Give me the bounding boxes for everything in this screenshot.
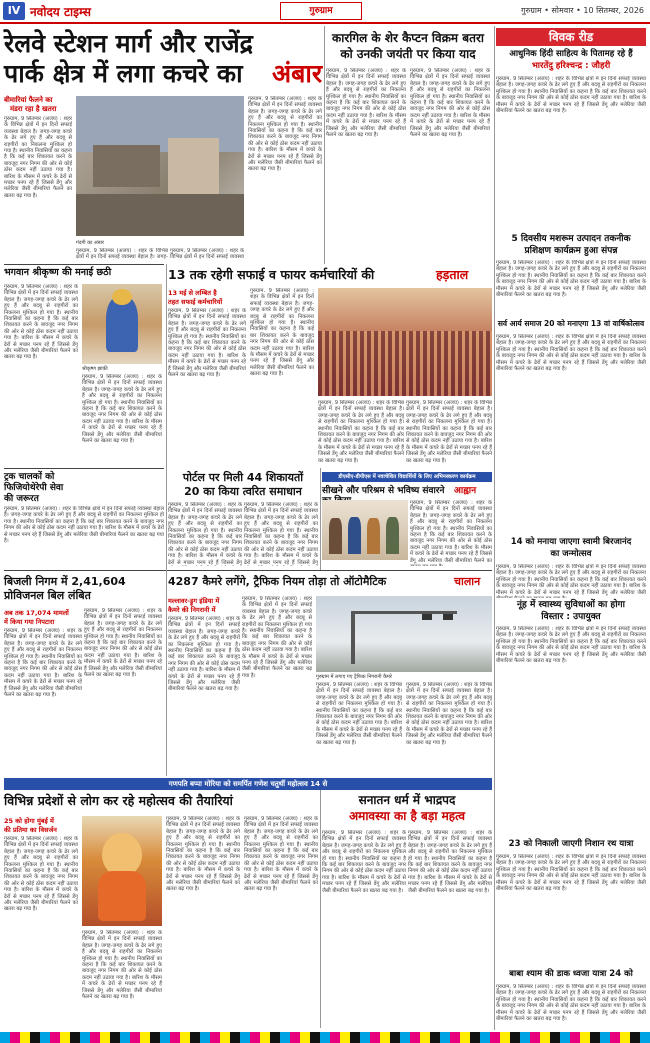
kargil-body-col1: गुरुग्राम, 9 सितम्बर (अजय) : शहर के विभिन्न क्षेत्रों में इन दिनों सफाई व्यवस्था बेहाल है। जगह-जगह कचरे के ढेर लगे हुए हैं और बदबू से राहगीरों का निकलना मुश्किल हो गया है। स्थानीय निवासियों का कहना है कि कई बार शिकायत करने के बावजूद नगर निगम की ओर से कोई ठोस कदम नहीं उठाया गया है। बारिश के मौसम में कचरे के ढेरों से मच्छर पनप रहे हैं जिससे डेंगू और मलेरिया जैसी बीमारियां फैलने का खतरा बढ़ गया है। [326, 68, 406, 139]
kargil-body-col2: गुरुग्राम, 9 सितम्बर (अजय) : शहर के विभिन्न क्षेत्रों में इन दिनों सफाई व्यवस्था बेहाल है। जगह-जगह कचरे के ढेर लगे हुए हैं और बदबू से राहगीरों का निकलना मुश्किल हो गया है। स्थानीय निवासियों का कहना है कि कई बार शिकायत करने के बावजूद नगर निगम की ओर से कोई ठोस कदम नहीं उठाया गया है। बारिश के मौसम में कचरे के ढेरों से मच्छर पनप रहे हैं जिससे डेंगू और मलेरिया जैसी बीमारियां फैलने का खतरा बढ़ गया है। [410, 68, 490, 139]
health-body: गुरुग्राम, 9 सितम्बर (अजय) : शहर के विभिन्न क्षेत्रों में इन दिनों सफाई व्यवस्था बेहाल है। जगह-जगह कचरे के ढेर लगे हुए हैं और बदबू से राहगीरों का निकलना मुश्किल हो गया है। स्थानीय निवासियों का कहना है कि कई बार शिकायत करने के बावजूद नगर निगम की ओर से कोई ठोस कदम नहीं उठाया गया है। बारिश के मौसम में कचरे के ढेरों से मच्छर पनप रहे हैं जिससे डेंगू और मलेरिया जैसी बीमारियां फैलने का खतरा बढ़ गया है। [496, 626, 646, 665]
vivek-tag: विवक रीड [496, 28, 646, 46]
kargil-headline: कारगिल के शेर कैप्टन विक्रम बतरा [332, 31, 484, 45]
hadtal-body-col4: गुरुग्राम, 9 सितम्बर (अजय) : शहर के विभिन्न क्षेत्रों में इन दिनों सफाई व्यवस्था बेहाल है। जगह-जगह कचरे के ढेर लगे हुए हैं और बदबू से राहगीरों का निकलना मुश्किल हो गया है। स्थानीय निवासियों का कहना है कि कई बार शिकायत करने के बावजूद नगर निगम की ओर से कोई ठोस कदम नहीं उठाया गया है। बारिश के मौसम में कचरे के ढेरों से मच्छर पनप रहे हैं जिससे डेंगू और मलेरिया जैसी बीमारियां फैलने का खतरा बढ़ गया है। [406, 400, 492, 464]
vivek-headline-2: भारतेंदु हरिश्चन्द्र : जौहरी [531, 61, 611, 71]
krishna-headline: भगवान श्रीकृष्ण की मनाई छठी [4, 267, 112, 278]
lead-bullet-2: मंडरा रहा है खतरा [10, 105, 57, 113]
ganpati-headline: विभिन्न प्रदेशों से लोग कर रहे महोत्सव की तैयारियां [4, 793, 233, 808]
health-headline: नूंह में स्वास्थ्य सुविधाओं का होगा [517, 600, 625, 610]
baba-body: गुरुग्राम, 9 सितम्बर (अजय) : शहर के विभिन्न क्षेत्रों में इन दिनों सफाई व्यवस्था बेहाल है। जगह-जगह कचरे के ढेर लगे हुए हैं और बदबू से राहगीरों का निकलना मुश्किल हो गया है। स्थानीय निवासियों का कहना है कि कई बार शिकायत करने के बावजूद नगर निगम की ओर से कोई ठोस कदम नहीं उठाया गया है। बारिश के मौसम में कचरे के ढेरों से मच्छर पनप रहे हैं जिससे डेंगू और मलेरिया जैसी बीमारियां फैलने का खतरा बढ़ गया है। [496, 984, 646, 1023]
dhsh-banner: डीएसीए-डीपीएस में नवाचेशित विद्यार्थियों के लिए अभिनस्करण कार्यक्रम [322, 472, 492, 482]
bijli-body-col1: गुरुग्राम, 9 सितम्बर (अजय) : शहर के विभिन्न क्षेत्रों में इन दिनों सफाई व्यवस्था बेहाल है। जगह-जगह कचरे के ढेर लगे हुए हैं और बदबू से राहगीरों का निकलना मुश्किल हो गया है। स्थानीय निवासियों का कहना है कि कई बार शिकायत करने के बावजूद नगर निगम की ओर से कोई ठोस कदम नहीं उठाया गया है। बारिश के मौसम में कचरे के ढेरों से मच्छर पनप रहे हैं जिससे डेंगू और मलेरिया जैसी बीमारियां फैलने का खतरा बढ़ गया है। [4, 628, 82, 699]
birth14-body: गुरुग्राम, 9 सितम्बर (अजय) : शहर के विभिन्न क्षेत्रों में इन दिनों सफाई व्यवस्था बेहाल है। जगह-जगह कचरे के ढेर लगे हुए हैं और बदबू से राहगीरों का निकलना मुश्किल हो गया है। स्थानीय निवासियों का कहना है कि कई बार शिकायत करने के बावजूद नगर निगम की ओर से कोई ठोस कदम नहीं उठाया गया है। बारिश के मौसम में कचरे के ढेरों से मच्छर पनप रहे हैं जिससे डेंगू और मलेरिया जैसी [496, 564, 646, 596]
portal-headline-2: 20 का किया त्वरित समाधान [184, 485, 302, 498]
ganpati-sub: 25 को होगा मुंबई में [4, 817, 54, 825]
krishna-photo-caption: श्रीकृष्ण झांकी [82, 366, 108, 372]
baba-headline: बाबा श्याम की डाक ध्वजा यात्रा 24 को [509, 969, 633, 979]
truck-headline-3: की जरूरत [4, 494, 39, 504]
lead-body-col1: गुरुग्राम, 9 सितम्बर (अजय) : शहर के विभिन्न क्षेत्रों में इन दिनों सफाई व्यवस्था बेहाल है। जगह-जगह कचरे के ढेर लगे हुए हैं और बदबू से राहगीरों का निकलना मुश्किल हो गया है। स्थानीय निवासियों का कहना है कि कई बार शिकायत करने के बावजूद नगर निगम की ओर से कोई ठोस कदम नहीं उठाया गया है। बारिश के मौसम में कचरे के ढेरों से मच्छर पनप रहे हैं जिससे डेंगू और मलेरिया जैसी बीमारियां फैलने का खतरा बढ़ गया है। [4, 116, 72, 199]
bijli-sub: अब तक 17,074 मामलों [4, 609, 69, 617]
ganpati-body-col1: गुरुग्राम, 9 सितम्बर (अजय) : शहर के विभिन्न क्षेत्रों में इन दिनों सफाई व्यवस्था बेहाल है। जगह-जगह कचरे के ढेर लगे हुए हैं और बदबू से राहगीरों का निकलना मुश्किल हो गया है। स्थानीय निवासियों का कहना है कि कई बार शिकायत करने के बावजूद नगर निगम की ओर से कोई ठोस कदम नहीं उठाया गया है। बारिश के मौसम में कचरे के ढेरों से मच्छर पनप रहे हैं जिससे डेंगू और मलेरिया जैसी बीमारियां फैलने का खतरा बढ़ गया है। [4, 836, 78, 913]
hadtal-body-col3: गुरुग्राम, 9 सितम्बर (अजय) : शहर के विभिन्न क्षेत्रों में इन दिनों सफाई व्यवस्था बेहाल है। जगह-जगह कचरे के ढेर लगे हुए हैं और बदबू से राहगीरों का निकलना मुश्किल हो गया है। स्थानीय निवासियों का कहना है कि कई बार शिकायत करने के बावजूद नगर निगम की ओर से कोई ठोस कदम नहीं उठाया गया है। बारिश के मौसम में कचरे के ढेरों से मच्छर पनप रहे हैं जिससे डेंगू और मलेरिया जैसी बीमारियां फैलने का खतरा बढ़ गया है। [318, 400, 404, 464]
camera-body-col4: गुरुग्राम, 9 सितम्बर (अजय) : शहर के विभिन्न क्षेत्रों में इन दिनों सफाई व्यवस्था बेहाल है। जगह-जगह कचरे के ढेर लगे हुए हैं और बदबू से राहगीरों का निकलना मुश्किल हो गया है। स्थानीय निवासियों का कहना है कि कई बार शिकायत करने के बावजूद नगर निगम की ओर से कोई ठोस कदम नहीं उठाया गया है। बारिश के मौसम में कचरे के ढेरों से मच्छर पनप रहे हैं जिससे डेंगू और मलेरिया जैसी बीमारियां फैलने का खतरा बढ़ गया है। [406, 682, 492, 746]
sanatan-headline: सनातन धर्म में भाद्रपद [358, 793, 456, 807]
hadtal-photo [318, 288, 492, 396]
vivek-body: गुरुग्राम, 9 सितम्बर (अजय) : शहर के विभिन्न क्षेत्रों में इन दिनों सफाई व्यवस्था बेहाल है। जगह-जगह कचरे के ढेर लगे हुए हैं और बदबू से राहगीरों का निकलना मुश्किल हो गया है। स्थानीय निवासियों का कहना है कि कई बार शिकायत करने के बावजूद नगर निगम की ओर से कोई ठोस कदम नहीं उठाया गया है। बारिश के मौसम में कचरे के ढेरों से मच्छर पनप रहे हैं जिससे डेंगू और मलेरिया जैसी बीमारियां फैलने का खतरा बढ़ गया है। [496, 76, 646, 115]
vivek-headline: आधुनिक हिंदी साहित्य के पितामह रहे हैं [509, 49, 633, 59]
camera-body-col1: गुरुग्राम, 9 सितम्बर (अजय) : शहर के विभिन्न क्षेत्रों में इन दिनों सफाई व्यवस्था बेहाल है। जगह-जगह कचरे के ढेर लगे हुए हैं और बदबू से राहगीरों का निकलना मुश्किल हो गया है। स्थानीय निवासियों का कहना है कि कई बार शिकायत करने के बावजूद नगर निगम की ओर से कोई ठोस कदम नहीं उठाया गया है। बारिश के मौसम में कचरे के ढेरों से मच्छर पनप रहे हैं जिससे डेंगू और मलेरिया जैसी बीमारियां फैलने का खतरा बढ़ गया है। [168, 616, 240, 693]
sanatan-headline-2: अमावस्या का है बड़ा महत्व [348, 809, 466, 823]
camera-headline: 4287 कैमरे लगेंगे, ट्रैफिक नियम तोड़ा तो ऑटोमैटिक [168, 575, 387, 588]
krishna-body-col1: गुरुग्राम, 9 सितम्बर (अजय) : शहर के विभिन्न क्षेत्रों में इन दिनों सफाई व्यवस्था बेहाल है। जगह-जगह कचरे के ढेर लगे हुए हैं और बदबू से राहगीरों का निकलना मुश्किल हो गया है। स्थानीय निवासियों का कहना है कि कई बार शिकायत करने के बावजूद नगर निगम की ओर से कोई ठोस कदम नहीं उठाया गया है। बारिश के मौसम में कचरे के ढेरों से मच्छर पनप रहे हैं जिससे डेंगू और मलेरिया जैसी बीमारियां फैलने का खतरा बढ़ गया है। [4, 284, 78, 361]
masthead-title: नवोदय टाइम्स [30, 5, 92, 19]
hadtal-sub: 13 मई से लम्बित है [168, 289, 217, 297]
ganpati-body-col3: गुरुग्राम, 9 सितम्बर (अजय) : शहर के विभिन्न क्षेत्रों में इन दिनों सफाई व्यवस्था बेहाल है। जगह-जगह कचरे के ढेर लगे हुए हैं और बदबू से राहगीरों का निकलना मुश्किल हो गया है। स्थानीय निवासियों का कहना है कि कई बार शिकायत करने के बावजूद नगर निगम की ओर से कोई ठोस कदम नहीं उठाया गया है। बारिश के मौसम में कचरे के ढेरों से मच्छर पनप रहे हैं जिससे डेंगू और मलेरिया जैसी बीमारियां फैलने का खतरा बढ़ गया है। [166, 816, 240, 893]
lead-headline-highlight: अंबार [272, 59, 323, 88]
divider [4, 264, 164, 265]
birth14-headline: 14 को मनाया जाएगा स्वामी बिरजानंद [510, 537, 632, 547]
camera-body-col3: गुरुग्राम, 9 सितम्बर (अजय) : शहर के विभिन्न क्षेत्रों में इन दिनों सफाई व्यवस्था बेहाल है। जगह-जगह कचरे के ढेर लगे हुए हैं और बदबू से राहगीरों का निकलना मुश्किल हो गया है। स्थानीय निवासियों का कहना है कि कई बार शिकायत करने के बावजूद नगर निगम की ओर से कोई ठोस कदम नहीं उठाया गया है। बारिश के मौसम में कचरे के ढेरों से मच्छर पनप रहे हैं जिससे डेंगू और मलेरिया जैसी बीमारियां फैलने का खतरा बढ़ गया है। [316, 682, 402, 746]
dhsh-headline: सीखने और परिश्रम से भविष्य संवारने [322, 486, 445, 496]
bijli-headline-2: प्रोविजनल बिल लंबित [4, 589, 91, 602]
column-rule [320, 790, 321, 1028]
edition-tag: गुरुग्राम [280, 2, 362, 20]
portal-body-col1: गुरुग्राम, 9 सितम्बर (अजय) : शहर के विभिन्न क्षेत्रों में इन दिनों सफाई व्यवस्था बेहाल है। जगह-जगह कचरे के ढेर लगे हुए हैं और बदबू से राहगीरों का निकलना मुश्किल हो गया है। स्थानीय निवासियों का कहना है कि कई बार शिकायत करने के बावजूद नगर निगम की ओर से कोई ठोस कदम नहीं उठाया गया है। बारिश के मौसम में कचरे के ढेरों से मच्छर पनप रहे हैं जिससे डेंगू [168, 502, 242, 566]
hadtal-body-col2: गुरुग्राम, 9 सितम्बर (अजय) : शहर के विभिन्न क्षेत्रों में इन दिनों सफाई व्यवस्था बेहाल है। जगह-जगह कचरे के ढेर लगे हुए हैं और बदबू से राहगीरों का निकलना मुश्किल हो गया है। स्थानीय निवासियों का कहना है कि कई बार शिकायत करने के बावजूद नगर निगम की ओर से कोई ठोस कदम नहीं उठाया गया है। बारिश के मौसम में कचरे के ढेरों से मच्छर पनप रहे हैं जिससे डेंगू और मलेरिया जैसी बीमारियां फैलने का खतरा बढ़ गया है। [250, 288, 314, 378]
truck-headline: ट्रक चालकों को [4, 472, 55, 482]
krishna-photo [82, 284, 162, 364]
divider [4, 468, 164, 469]
kargil-headline-2: को उनकी जयंती पर किया याद [340, 47, 476, 61]
camera-sub: मल्लावर-ड्रुग इंडिया में [168, 597, 220, 605]
sanatan-body-col2: गुरुग्राम, 9 सितम्बर (अजय) : शहर के विभिन्न क्षेत्रों में इन दिनों सफाई व्यवस्था बेहाल है। जगह-जगह कचरे के ढेर लगे हुए हैं और बदबू से राहगीरों का निकलना मुश्किल हो गया है। स्थानीय निवासियों का कहना है कि कई बार शिकायत करने के बावजूद नगर निगम की ओर से कोई ठोस कदम नहीं उठाया गया है। बारिश के मौसम में कचरे के ढेरों से मच्छर पनप रहे हैं जिससे डेंगू और मलेरिया जैसी बीमारियां फैलने का खतरा बढ़ गया है। [408, 830, 492, 894]
column-rule [166, 570, 167, 776]
bijli-sub-2: में किया गया निपटारा [4, 618, 55, 626]
bijli-headline: बिजली निगम में 2,41,604 [4, 575, 126, 588]
hadtal-sub-2: तहत सफाई कर्मचारियों [168, 298, 223, 306]
camera-body-col2: गुरुग्राम, 9 सितम्बर (अजय) : शहर के विभिन्न क्षेत्रों में इन दिनों सफाई व्यवस्था बेहाल है। जगह-जगह कचरे के ढेर लगे हुए हैं और बदबू से राहगीरों का निकलना मुश्किल हो गया है। स्थानीय निवासियों का कहना है कि कई बार शिकायत करने के बावजूद नगर निगम की ओर से कोई ठोस कदम नहीं उठाया गया है। बारिश के मौसम में कचरे के ढेरों से मच्छर पनप रहे हैं जिससे डेंगू और मलेरिया जैसी बीमारियां फैलने का खतरा बढ़ गया है। [242, 596, 312, 679]
camera-photo-caption: गुरुग्राम में लगाए गए ट्रैफिक निगरानी कैमरे [316, 674, 392, 680]
column-rule [494, 26, 495, 1030]
bijli-body-col2: गुरुग्राम, 9 सितम्बर (अजय) : शहर के विभिन्न क्षेत्रों में इन दिनों सफाई व्यवस्था बेहाल है। जगह-जगह कचरे के ढेर लगे हुए हैं और बदबू से राहगीरों का निकलना मुश्किल हो गया है। स्थानीय निवासियों का कहना है कि कई बार शिकायत करने के बावजूद नगर निगम की ओर से कोई ठोस कदम नहीं उठाया गया है। बारिश के मौसम में कचरे के ढेरों से मच्छर पनप रहे हैं जिससे डेंगू और मलेरिया जैसी बीमारियां फैलने का खतरा बढ़ गया है। [84, 608, 162, 679]
page-number: IV [3, 2, 25, 20]
nishan-headline: 23 को निकाली जाएगी निशान रथ यात्रा [508, 839, 634, 849]
hadtal-headline: 13 तक रहेगी सफाई व फायर कर्मचारियों की [168, 267, 375, 282]
hadtal-headline-highlight: हड़ताल [436, 267, 469, 282]
lead-photo [76, 96, 244, 236]
lead-body-col4: गुरुग्राम, 9 सितम्बर (अजय) : शहर के विभिन्न क्षेत्रों में इन दिनों सफाई व्यवस्था [170, 248, 244, 260]
lead-body-col2: गुरुग्राम, 9 सितम्बर (अजय) : शहर के विभिन्न क्षेत्रों में इन दिनों सफाई व्यवस्था बेहाल है। जगह-जगह कचरे के ढेर लगे हुए हैं और बदबू से राहगीरों का निकलना मुश्किल हो गया है। स्थानीय निवासियों का कहना है कि कई बार शिकायत करने के बावजूद नगर निगम की ओर से कोई ठोस कदम नहीं उठाया गया है। बारिश के मौसम में कचरे के ढेरों से मच्छर पनप रहे हैं जिससे डेंगू और मलेरिया जैसी बीमारियां फैलने का खतरा बढ़ गया है। [248, 96, 322, 173]
sangh-body: गुरुग्राम, 9 सितम्बर (अजय) : शहर के विभिन्न क्षेत्रों में इन दिनों सफाई व्यवस्था बेहाल है। जगह-जगह कचरे के ढेर लगे हुए हैं और बदबू से राहगीरों का निकलना मुश्किल हो गया है। स्थानीय निवासियों का कहना है कि कई बार शिकायत करने के बावजूद नगर निगम की ओर से कोई ठोस कदम नहीं उठाया गया है। बारिश के मौसम में कचरे के ढेरों से मच्छर पनप रहे हैं जिससे डेंगू और मलेरिया जैसी बीमारियां फैलने का खतरा बढ़ गया है। [496, 334, 646, 373]
health-headline-2: विस्तार : उपायुक्त [541, 612, 601, 622]
portal-headline: पोर्टल पर मिली 44 शिकायतों [182, 471, 304, 484]
workshop-body: गुरुग्राम, 9 सितम्बर (अजय) : शहर के विभिन्न क्षेत्रों में इन दिनों सफाई व्यवस्था बेहाल है। जगह-जगह कचरे के ढेर लगे हुए हैं और बदबू से राहगीरों का निकलना मुश्किल हो गया है। स्थानीय निवासियों का कहना है कि कई बार शिकायत करने के बावजूद नगर निगम की ओर से कोई ठोस कदम नहीं उठाया गया है। बारिश के मौसम में कचरे के ढेरों से मच्छर पनप रहे हैं जिससे डेंगू और मलेरिया जैसी बीमारियां फैलने का खतरा बढ़ गया है। [496, 260, 646, 299]
divider [4, 570, 492, 571]
workshop-headline-2: प्रशिक्षण कार्यक्रम हुआ संपन्न [524, 246, 618, 256]
truck-headline-2: फिजियोथेरेपी सेवा [4, 483, 64, 493]
birth14-headline-2: का जन्मोत्सव [550, 549, 592, 559]
print-color-bar [0, 1032, 650, 1043]
dhsh-photo [322, 500, 408, 560]
krishna-body-col2: गुरुग्राम, 9 सितम्बर (अजय) : शहर के विभिन्न क्षेत्रों में इन दिनों सफाई व्यवस्था बेहाल है। जगह-जगह कचरे के ढेर लगे हुए हैं और बदबू से राहगीरों का निकलना मुश्किल हो गया है। स्थानीय निवासियों का कहना है कि कई बार शिकायत करने के बावजूद नगर निगम की ओर से कोई ठोस कदम नहीं उठाया गया है। बारिश के मौसम में कचरे के ढेरों से मच्छर पनप रहे हैं जिससे डेंगू और मलेरिया जैसी बीमारियां फैलने का खतरा बढ़ गया है। [82, 374, 162, 445]
lead-headline-line2: पार्क क्षेत्र में लगा कचरे का [4, 59, 243, 88]
ganpati-body-col2: गुरुग्राम, 9 सितम्बर (अजय) : शहर के विभिन्न क्षेत्रों में इन दिनों सफाई व्यवस्था बेहाल है। जगह-जगह कचरे के ढेर लगे हुए हैं और बदबू से राहगीरों का निकलना मुश्किल हो गया है। स्थानीय निवासियों का कहना है कि कई बार शिकायत करने के बावजूद नगर निगम की ओर से कोई ठोस कदम नहीं उठाया गया है। बारिश के मौसम में कचरे के ढेरों से मच्छर पनप रहे हैं जिससे डेंगू और मलेरिया जैसी बीमारियां फैलने का खतरा बढ़ गया है। [82, 930, 162, 1001]
hadtal-body-col1: गुरुग्राम, 9 सितम्बर (अजय) : शहर के विभिन्न क्षेत्रों में इन दिनों सफाई व्यवस्था बेहाल है। जगह-जगह कचरे के ढेर लगे हुए हैं और बदबू से राहगीरों का निकलना मुश्किल हो गया है। स्थानीय निवासियों का कहना है कि कई बार शिकायत करने के बावजूद नगर निगम की ओर से कोई ठोस कदम नहीं उठाया गया है। बारिश के मौसम में कचरे के ढेरों से मच्छर पनप रहे हैं जिससे डेंगू और मलेरिया जैसी बीमारियां फैलने का खतरा बढ़ गया है। [168, 308, 246, 379]
camera-headline-highlight: चालान [454, 575, 481, 588]
lead-body-col3: गुरुग्राम, 9 सितम्बर (अजय) : शहर के विभिन्न क्षेत्रों में इन दिनों सफाई व्यवस्था बेहाल है। जगह- [76, 248, 168, 260]
lead-photo-caption: गंदगी का अंबार [76, 240, 104, 246]
column-rule [324, 26, 325, 264]
lead-bullet: बीमारियां फैलने का [4, 96, 53, 104]
column-rule [320, 468, 321, 570]
lead-headline-line1: रेलवे स्टेशन मार्ग और राजेंद्र [4, 29, 253, 58]
truck-body: गुरुग्राम, 9 सितम्बर (अजय) : शहर के विभिन्न क्षेत्रों में इन दिनों सफाई व्यवस्था बेहाल है। जगह-जगह कचरे के ढेर लगे हुए हैं और बदबू से राहगीरों का निकलना मुश्किल हो गया है। स्थानीय निवासियों का कहना है कि कई बार शिकायत करने के बावजूद नगर निगम की ओर से कोई ठोस कदम नहीं उठाया गया है। बारिश के मौसम में कचरे के ढेरों से मच्छर पनप रहे हैं जिससे डेंगू और मलेरिया जैसी बीमारियां फैलने का खतरा बढ़ गया है। [4, 506, 164, 545]
ganpati-photo [82, 816, 162, 926]
ganpati-sub-2: की प्रतिमा का विसर्जन [4, 826, 57, 834]
sanatan-body-col1: गुरुग्राम, 9 सितम्बर (अजय) : शहर के विभिन्न क्षेत्रों में इन दिनों सफाई व्यवस्था बेहाल है। जगह-जगह कचरे के ढेर लगे हुए हैं और बदबू से राहगीरों का निकलना मुश्किल हो गया है। स्थानीय निवासियों का कहना है कि कई बार शिकायत करने के बावजूद नगर निगम की ओर से कोई ठोस कदम नहीं उठाया गया है। बारिश के मौसम में कचरे के ढेरों से मच्छर पनप रहे हैं जिससे डेंगू और मलेरिया जैसी बीमारियां फैलने का खतरा बढ़ गया है। [322, 830, 406, 894]
camera-photo [316, 596, 492, 672]
camera-sub-2: कैमरे की निगरानी में [168, 606, 216, 614]
sangh-headline: सर्व आर्य समाज 20 को मनाएगा 13 वां वार्षिकोत्सव [497, 319, 645, 328]
workshop-headline: 5 दिवसीय मशरूम उत्पादन तकनीक [511, 234, 631, 244]
ganpati-banner: गणपति बप्पा मोरिया को समर्पित गणेश चतुर्थी महोत्सव 14 से [4, 778, 492, 790]
ganpati-body-col4: गुरुग्राम, 9 सितम्बर (अजय) : शहर के विभिन्न क्षेत्रों में इन दिनों सफाई व्यवस्था बेहाल है। जगह-जगह कचरे के ढेर लगे हुए हैं और बदबू से राहगीरों का निकलना मुश्किल हो गया है। स्थानीय निवासियों का कहना है कि कई बार शिकायत करने के बावजूद नगर निगम की ओर से कोई ठोस कदम नहीं उठाया गया है। बारिश के मौसम में कचरे के ढेरों से मच्छर पनप रहे हैं जिससे डेंगू और मलेरिया जैसी बीमारियां फैलने का खतरा बढ़ गया है। [244, 816, 318, 893]
portal-body-col2: गुरुग्राम, 9 सितम्बर (अजय) : शहर के विभिन्न क्षेत्रों में इन दिनों सफाई व्यवस्था बेहाल है। जगह-जगह कचरे के ढेर लगे हुए हैं और बदबू से राहगीरों का निकलना मुश्किल हो गया है। स्थानीय निवासियों का कहना है कि कई बार शिकायत करने के बावजूद नगर निगम की ओर से कोई ठोस कदम नहीं उठाया गया है। बारिश के मौसम में कचरे के ढेरों से मच्छर पनप रहे हैं जिससे डेंगू [244, 502, 318, 566]
dhsh-headline-highlight: आह्वान [454, 486, 477, 496]
column-rule [166, 264, 167, 570]
nishan-body: गुरुग्राम, 9 सितम्बर (अजय) : शहर के विभिन्न क्षेत्रों में इन दिनों सफाई व्यवस्था बेहाल है। जगह-जगह कचरे के ढेर लगे हुए हैं और बदबू से राहगीरों का निकलना मुश्किल हो गया है। स्थानीय निवासियों का कहना है कि कई बार शिकायत करने के बावजूद नगर निगम की ओर से कोई ठोस कदम नहीं उठाया गया है। बारिश के मौसम में कचरे के ढेरों से मच्छर पनप रहे हैं जिससे डेंगू और मलेरिया जैसी बीमारियां फैलने का खतरा बढ़ गया है। [496, 854, 646, 893]
dateline: गुरुग्राम • सोमवार • 10 सितम्बर, 2026 [521, 6, 644, 15]
dhsh-body: गुरुग्राम, 9 सितम्बर (अजय) : शहर के विभिन्न क्षेत्रों में इन दिनों सफाई व्यवस्था बेहाल है। जगह-जगह कचरे के ढेर लगे हुए हैं और बदबू से राहगीरों का निकलना मुश्किल हो गया है। स्थानीय निवासियों का कहना है कि कई बार शिकायत करने के बावजूद नगर निगम की ओर से कोई ठोस कदम नहीं उठाया गया है। बारिश के मौसम में कचरे के ढेरों से मच्छर पनप रहे हैं जिससे डेंगू और मलेरिया जैसी बीमारियां फैलने का [410, 500, 492, 564]
